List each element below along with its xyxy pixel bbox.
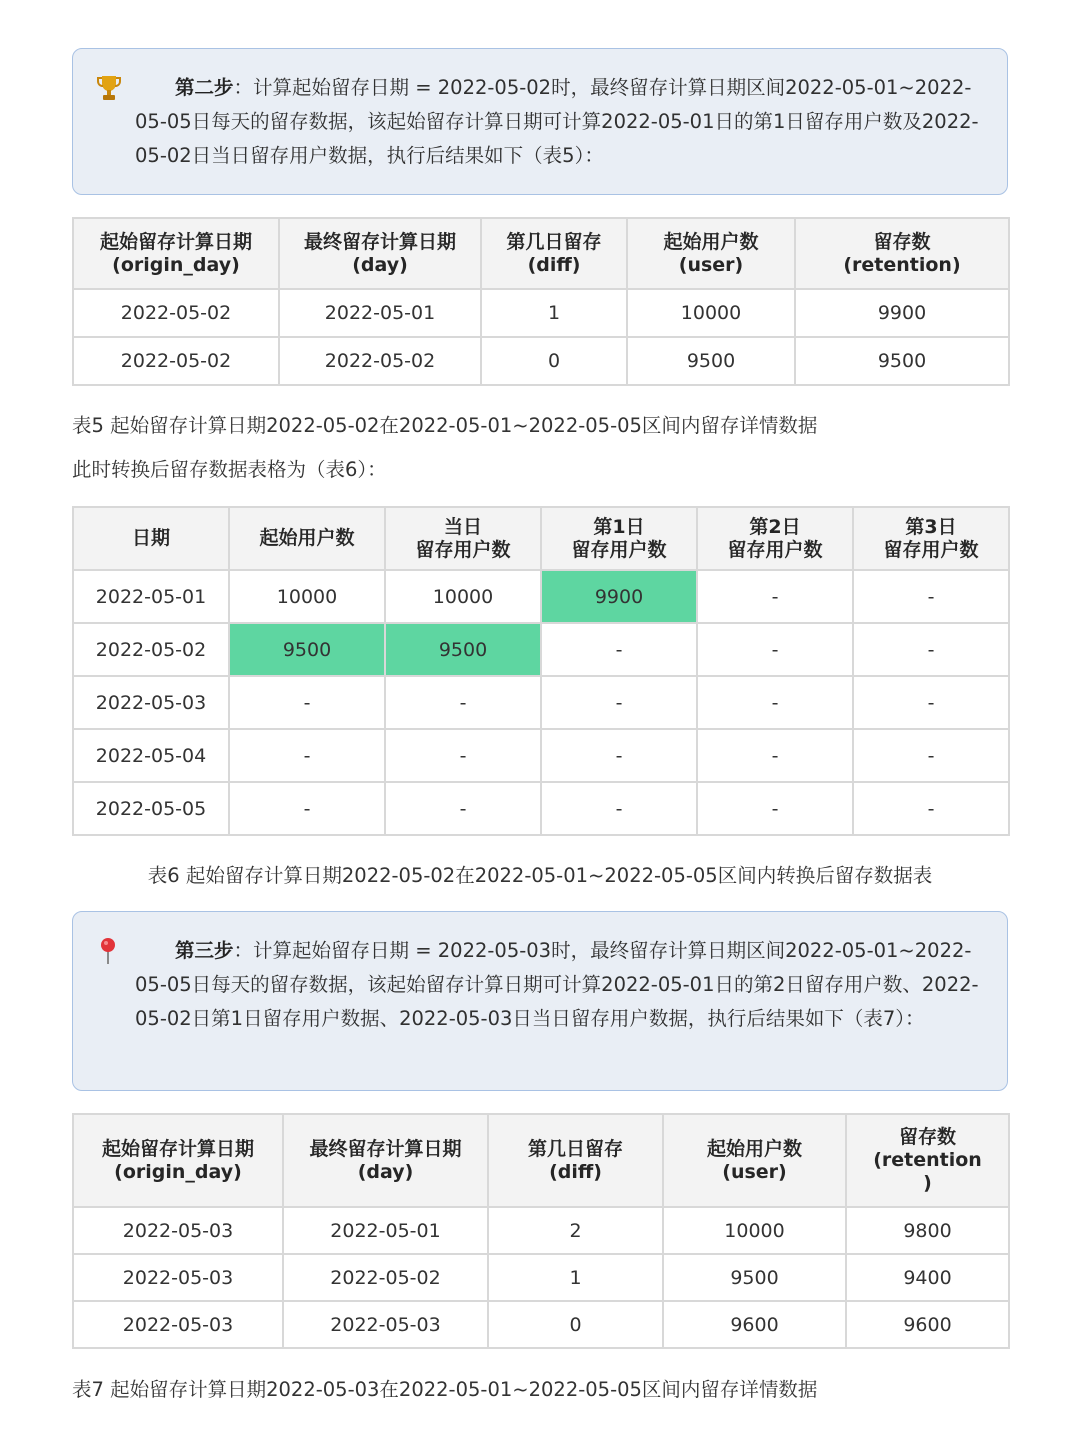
table6-cell: - (697, 570, 853, 623)
step2-callout (72, 48, 1008, 195)
table7-header-4 (846, 1114, 1009, 1207)
table7-header-4-l2: (retention (873, 1149, 982, 1171)
table6-caption: 表6 起始留存计算日期2022-05-02在2022-05-01~2022-05-05区间内转换后留存数据表 (147, 864, 933, 887)
table6-header-4-l2: 留存用户数 (727, 538, 823, 561)
table5-header-row (73, 218, 1009, 289)
table6-header-3-l1: 第1日 (593, 515, 645, 538)
table6-cell: - (229, 782, 385, 835)
table6-cell: 2022-05-04 (73, 729, 229, 782)
table6-cell: 9500 (229, 623, 385, 676)
table5-cell: 0 (481, 337, 627, 385)
table6-header-0 (73, 507, 229, 570)
table5-cell: 2022-05-02 (73, 337, 279, 385)
table6-header-1 (229, 507, 385, 570)
step2-title: 第二步 (175, 76, 234, 99)
table6 (72, 506, 1010, 836)
table5-header-4 (795, 218, 1009, 289)
table5-row (73, 337, 1009, 385)
table7-header-0-l2: (origin_day) (114, 1160, 242, 1183)
table6-cell: - (697, 729, 853, 782)
table5-cell: 2022-05-01 (279, 289, 481, 337)
table5-row (73, 289, 1009, 337)
table7-header-3-l1: 起始用户数 (706, 1137, 802, 1160)
table6-cell: - (385, 676, 541, 729)
table6-cell: - (385, 782, 541, 835)
step2-text: 计算起始留存日期 = 2022-05-02时，最终留存计算日期区间2022-05-01~2022-05-05日每天的留存数据，该起始留存计算日期可计算2022-05-01日的第1日留存用户数及2022-05-02日当日留存用户数据，执行后结果如下（表5）： (135, 76, 979, 167)
table5-header-0-l2: (origin_day) (112, 253, 240, 276)
table5-cell: 9500 (795, 337, 1009, 385)
table6-header-5-l1: 第3日 (905, 515, 957, 538)
table5-header-1-l1: 最终留存计算日期 (303, 230, 456, 253)
table7-cell: 2 (488, 1207, 663, 1254)
table5-header-4-l1: 留存数 (873, 230, 931, 253)
table6-cell: - (853, 676, 1009, 729)
table6-cell: 2022-05-03 (73, 676, 229, 729)
table6-cell: - (853, 623, 1009, 676)
table6-cell: - (697, 676, 853, 729)
table6-cell: 10000 (229, 570, 385, 623)
table7-caption: 表7 起始留存计算日期2022-05-03在2022-05-01~2022-05-05区间内留存详情数据 (72, 1378, 818, 1401)
table7-cell: 2022-05-02 (283, 1254, 488, 1301)
table7-header-0-l1: 起始留存计算日期 (101, 1137, 254, 1160)
table5-cell: 1 (481, 289, 627, 337)
table6-header-2 (385, 507, 541, 570)
table7-cell: 9600 (663, 1301, 846, 1348)
table5 (72, 217, 1010, 386)
table7 (72, 1113, 1010, 1349)
table7-cell: 1 (488, 1254, 663, 1301)
table6-header-5 (853, 507, 1009, 570)
table5-header-0-l1: 起始留存计算日期 (99, 230, 252, 253)
table7-cell: 2022-05-03 (73, 1207, 283, 1254)
table5-header-3-l1: 起始用户数 (663, 230, 759, 253)
table6-row (73, 782, 1009, 835)
table6-header-1-l1: 起始用户数 (259, 527, 355, 549)
table6-header-row (73, 507, 1009, 570)
table7-cell: 2022-05-03 (283, 1301, 488, 1348)
table7-row (73, 1207, 1009, 1254)
table6-cell: 2022-05-02 (73, 623, 229, 676)
table6-cell: - (541, 729, 697, 782)
table6-cell: 2022-05-01 (73, 570, 229, 623)
table5-header-1-l2: (day) (352, 253, 408, 276)
table7-cell: 9800 (846, 1207, 1009, 1254)
step3-text: 计算起始留存日期 = 2022-05-03时，最终留存计算日期区间2022-05-01~2022-05-05日每天的留存数据，该起始留存计算日期可计算2022-05-01日的第2日留存用户数、2022-05-02日第1日留存用户数据、2022-05-03日当日留存用户数据，执行后结果如下（表7）： (135, 939, 979, 1030)
table6-header-2-l1: 当日 (443, 515, 482, 538)
table5-header-4-l2: (retention) (843, 253, 961, 276)
table5-cell: 9900 (795, 289, 1009, 337)
step2-sep: ： (233, 76, 254, 99)
table7-cell: 2022-05-03 (73, 1301, 283, 1348)
table5-header-2-l1: 第几日留存 (506, 230, 602, 253)
table5-cell: 2022-05-02 (73, 289, 279, 337)
pin-icon (95, 936, 123, 966)
table7-header-2-l1: 第几日留存 (527, 1137, 623, 1160)
table7-header-0 (73, 1114, 283, 1207)
table7-cell: 2022-05-01 (283, 1207, 488, 1254)
table6-cell: 9500 (385, 623, 541, 676)
table7-cell: 9400 (846, 1254, 1009, 1301)
table5-cell: 10000 (627, 289, 795, 337)
table6-cell: - (853, 729, 1009, 782)
table6-cell: - (541, 623, 697, 676)
step3-callout (72, 911, 1008, 1091)
table6-intro: 此时转换后留存数据表格为（表6）： (72, 458, 387, 481)
table7-header-row (73, 1114, 1009, 1207)
table6-header-3 (541, 507, 697, 570)
step3-sep: ： (233, 939, 254, 962)
table5-header-3-l2: (user) (678, 253, 744, 276)
table5-header-2 (481, 218, 627, 289)
table7-header-1-l2: (day) (357, 1160, 414, 1183)
table7-cell: 0 (488, 1301, 663, 1348)
table6-cell: - (697, 782, 853, 835)
table6-cell: 9900 (541, 570, 697, 623)
table6-cell: 10000 (385, 570, 541, 623)
table6-header-4-l1: 第2日 (749, 515, 801, 538)
table6-cell: - (541, 782, 697, 835)
table7-cell: 9600 (846, 1301, 1009, 1348)
table7-header-1-l1: 最终留存计算日期 (309, 1137, 462, 1160)
table7-cell: 10000 (663, 1207, 846, 1254)
table6-row (73, 570, 1009, 623)
table6-row (73, 729, 1009, 782)
step3-title: 第三步 (175, 939, 234, 962)
table7-cell: 9500 (663, 1254, 846, 1301)
table5-cell: 2022-05-02 (279, 337, 481, 385)
table7-header-2 (488, 1114, 663, 1207)
table5-caption: 表5 起始留存计算日期2022-05-02在2022-05-01~2022-05-05区间内留存详情数据 (72, 414, 818, 437)
table6-cell: - (697, 623, 853, 676)
table6-header-2-l2: 留存用户数 (415, 538, 511, 561)
table6-header-3-l2: 留存用户数 (571, 538, 667, 561)
table6-header-0-l1: 日期 (131, 527, 170, 549)
table6-row (73, 676, 1009, 729)
table6-cell: - (385, 729, 541, 782)
table7-header-2-l2: (diff) (549, 1160, 602, 1183)
table6-header-4 (697, 507, 853, 570)
table6-cell: 2022-05-05 (73, 782, 229, 835)
table5-header-2-l2: (diff) (527, 253, 581, 276)
table6-cell: - (541, 676, 697, 729)
table5-cell: 9500 (627, 337, 795, 385)
table7-cell: 2022-05-03 (73, 1254, 283, 1301)
table6-cell: - (853, 570, 1009, 623)
table5-header-1 (279, 218, 481, 289)
table5-header-3 (627, 218, 795, 289)
table6-cell: - (853, 782, 1009, 835)
table7-header-4-l1: 留存数 (898, 1126, 956, 1148)
table7-header-3-l2: (user) (722, 1160, 787, 1183)
table6-cell: - (229, 676, 385, 729)
table5-header-0 (73, 218, 279, 289)
table7-header-1 (283, 1114, 488, 1207)
table6-header-5-l2: 留存用户数 (883, 538, 979, 561)
table7-row (73, 1301, 1009, 1348)
table7-row (73, 1254, 1009, 1301)
table6-cell: - (229, 729, 385, 782)
table6-row (73, 623, 1009, 676)
table7-header-4-l3: ) (923, 1172, 932, 1194)
table7-header-3 (663, 1114, 846, 1207)
trophy-icon (95, 73, 123, 103)
